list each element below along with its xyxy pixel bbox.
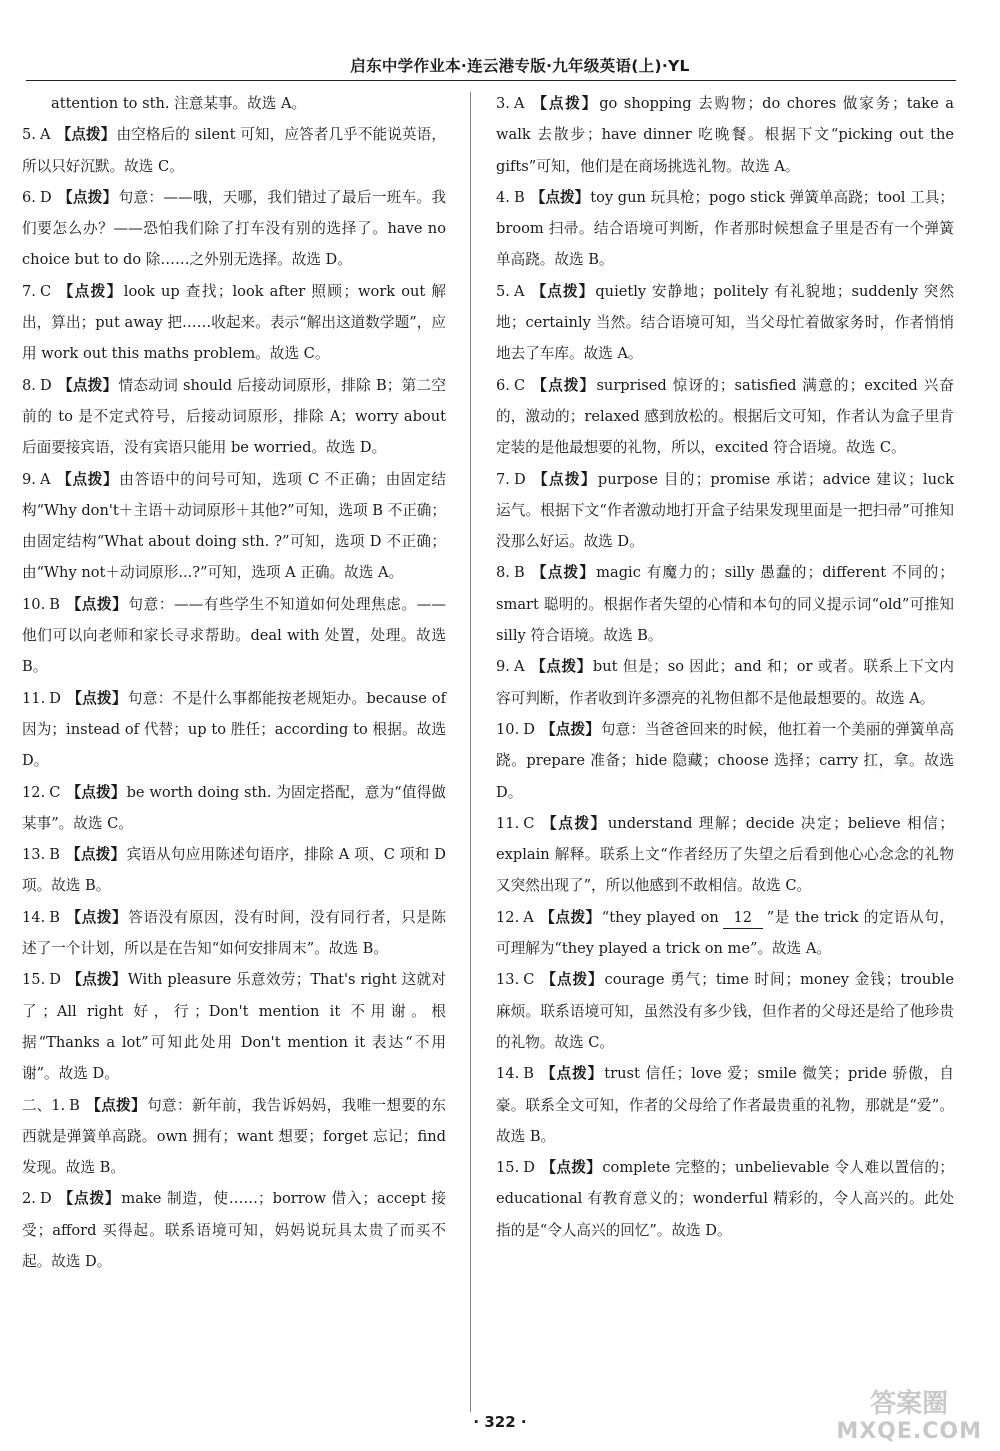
item-number: 6. <box>496 376 510 394</box>
item-text: 句意：——有些学生不知道如何处理焦虑。——他们可以向老师和家长寻求帮助。deal with 处置，处理。故选 B。 <box>22 595 446 676</box>
hint-tag: 【点拨】 <box>66 971 127 989</box>
item-answer: C <box>523 814 535 832</box>
hint-tag: 【点拨】 <box>530 95 599 112</box>
item-number: 10. <box>496 720 520 738</box>
item-text: be worth doing sth. 为固定搭配，意为“值得做某事”。故选 C。 <box>22 783 446 832</box>
answer-item <box>496 964 954 1058</box>
hint-tag: 【点拨】 <box>539 908 601 926</box>
answer-item <box>496 557 954 651</box>
hint-tag: 【点拨】 <box>57 376 118 394</box>
item-answer: D <box>39 1190 52 1208</box>
item-text: 由答语中的问号可知，选项 C 不正确；由固定结构“Why don't＋主语＋动词原形＋其他?”可知，选项 B 不正确；由固定结构“What about doing sth. ?”可知，选项 D 不正确；由“Why not＋动词原形...?”可知，选项 A 正确。故选 A。 <box>22 470 446 582</box>
answer-item <box>22 276 446 370</box>
watermark-url: MXQE.COM <box>836 1419 982 1444</box>
answer-item <box>22 839 446 902</box>
hint-tag: 【点拨】 <box>56 470 119 488</box>
item-text: 句意：新年前，我告诉妈妈，我唯一想要的东西就是弹簧单高跷。own 拥有；want 想要；forget 忘记；find 发现。故选 B。 <box>22 1096 446 1177</box>
hint-tag: 【点拨】 <box>57 1190 121 1208</box>
item-number: 6. <box>22 188 36 206</box>
item-text: trust 信任；love 爱；smile 微笑；pride 骄傲，自豪。联系全文可知，作者的父母给了作者最贵重的礼物，那就是“爱”。故选 B。 <box>496 1065 954 1145</box>
item-answer: C <box>49 783 61 801</box>
answer-item <box>22 1090 446 1184</box>
item-number: 4. <box>496 188 510 206</box>
item-number: 14. <box>496 1065 520 1083</box>
item-text: 句意：——哦，天哪，我们错过了最后一班车。我们要怎么办？——恐怕我们除了打车没有别的选择了。have no choice but to do 除……之外别无选择。故选 D。 <box>22 188 446 269</box>
item-text-before: “they played on <box>601 908 719 926</box>
item-answer: A <box>513 282 525 300</box>
page-header: 启东中学作业本·连云港专版·九年级英语(上)·YL <box>350 57 690 75</box>
answer-item <box>22 902 446 965</box>
item-number: 8. <box>22 376 36 394</box>
item-number: 9. <box>22 470 36 488</box>
item-number: 5. <box>496 282 510 300</box>
item-answer: B <box>523 1065 534 1083</box>
item-text: 答语没有原因，没有时间，没有同行者，只是陈述了一个计划，所以是在告知“如何安排周末”。故选 B。 <box>22 908 446 958</box>
answer-item <box>496 1058 954 1152</box>
hint-tag: 【点拨】 <box>65 595 128 613</box>
item-text: go shopping 去购物；do chores 做家务；take a walk 去散步；have dinner 吃晚餐。根据下文“picking out the gifts”可知，他们是在商场挑选礼物。故选 A。 <box>496 95 954 175</box>
item-text: complete 完整的；unbelievable 令人难以置信的；educational 有教育意义的；wonderful 精彩的，令人高兴的。此处指的是“令人高兴的回忆”。故选 D。 <box>496 1159 954 1239</box>
item-answer: B <box>69 1096 80 1114</box>
hint-tag: 【点拨】 <box>530 188 590 206</box>
answer-item <box>496 370 954 464</box>
item-number: 11. <box>22 689 46 707</box>
item-text: but 但是；so 因此；and 和；or 或者。联系上下文内容可判断，作者收到许多漂亮的礼物但都不是他最想要的。故选 A。 <box>496 658 954 707</box>
hint-tag: 【点拨】 <box>531 376 596 394</box>
hint-tag: 【点拨】 <box>539 1065 604 1083</box>
item-answer: D <box>523 1159 535 1177</box>
item-answer: B <box>49 595 60 613</box>
answer-item <box>22 464 446 589</box>
continued-answer: attention to sth. 注意某事。故选 A。 <box>51 95 307 112</box>
item-number: 7. <box>22 282 36 300</box>
item-text: 宾语从句应用陈述句语序，排除 A 项、C 项和 D 项。故选 B。 <box>22 846 446 895</box>
hint-tag: 【点拨】 <box>65 908 128 926</box>
item-answer: D <box>49 971 61 989</box>
item-number: 15. <box>22 971 46 989</box>
item-answer: D <box>39 188 52 206</box>
hint-tag: 【点拨】 <box>540 1159 602 1177</box>
blank-number: 12 <box>723 908 763 929</box>
page-number: · 322 · <box>473 1413 527 1431</box>
item-answer: C <box>523 971 535 989</box>
hint-tag: 【点拨】 <box>66 783 126 801</box>
item-text: 句意：当爸爸回来的时候，他扛着一个美丽的弹簧单高跷。prepare 准备；hide 隐藏；choose 选择；carry 扛，拿。故选 D。 <box>496 720 954 801</box>
answer-item <box>496 714 954 808</box>
item-answer: D <box>513 470 526 488</box>
answer-item <box>22 683 446 777</box>
item-answer: A <box>513 658 525 676</box>
answer-item <box>496 276 954 370</box>
item-number: 11. <box>496 814 520 832</box>
item-answer: B <box>513 188 525 206</box>
item-answer: A <box>523 908 534 926</box>
item-text: 情态动词 should 后接动词原形，排除 B；第二空前的 to 是不定式符号，后接动词原形，排除 A；worry about 后面要接宾语，没有宾语只能用 be worried。故选 D。 <box>22 376 446 457</box>
item-text: surprised 惊讶的；satisfied 满意的；excited 兴奋的，激动的；relaxed 感到放松的。根据后文可知，作者认为盒子里肯定装的是他最想要的礼物，所以，excited 符合语境。故选 C。 <box>496 376 954 457</box>
item-answer: A <box>39 126 51 144</box>
item-answer: C <box>39 282 52 300</box>
item-text: look up 查找；look after 照顾；work out 解出，算出；put away 把……收起来。表示“解出这道数学题”，应用 work out this maths problem。故选 C。 <box>22 282 446 363</box>
answer-item <box>496 902 954 965</box>
answer-item <box>496 464 954 558</box>
right-column <box>496 88 954 1246</box>
answer-item <box>22 1183 446 1277</box>
item-number: 12. <box>22 783 46 801</box>
item-number: 3. <box>496 95 510 112</box>
item-number: 13. <box>22 846 46 864</box>
answer-item <box>22 182 446 276</box>
item-number: 13. <box>496 971 520 989</box>
item-text: quietly 安静地；politely 有礼貌地；suddenly 突然地；certainly 当然。结合语境可知，当父母忙着做家务时，作者悄悄地去了车库。故选 A。 <box>496 282 954 363</box>
item-answer: B <box>49 908 60 926</box>
answer-item <box>496 808 954 902</box>
hint-tag: 【点拨】 <box>540 971 604 989</box>
hint-tag: 【点拨】 <box>540 814 607 832</box>
hint-tag: 【点拨】 <box>530 564 596 582</box>
item-number: 14. <box>22 908 46 926</box>
column-divider <box>470 92 471 1412</box>
item-text: purpose 目的；promise 承诺；advice 建议；luck 运气。根据下文“作者激动地打开盒子结果发现里面是一把扫帚”可推知没那么好运。故选 D。 <box>496 470 954 551</box>
answer-item <box>496 1152 954 1246</box>
hint-tag: 【点拨】 <box>85 1096 147 1114</box>
item-text: magic 有魔力的；silly 愚蠢的；different 不同的；smart 聪明的。根据作者失望的心情和本句的同义提示词“old”可推知 silly 符合语境。故选 B。 <box>496 564 954 645</box>
item-answer: B <box>513 564 525 582</box>
hint-tag: 【点拨】 <box>531 470 597 488</box>
answer-item <box>22 777 446 840</box>
item-text-after: ”是 the trick 的定语从句，可理解为“they played a trick on me”。故选 A。 <box>496 908 954 958</box>
item-text: make 制造，使……；borrow 借入；accept 接受；afford 买得起。联系语境可知，妈妈说玩具太贵了而买不起。故选 D。 <box>22 1190 446 1270</box>
item-text: 由空格后的 silent 可知，应答者几乎不能说英语，所以只好沉默。故选 C。 <box>22 126 446 175</box>
answer-item <box>496 651 954 714</box>
answer-item <box>496 182 954 276</box>
answer-item <box>22 964 446 1089</box>
item-answer: D <box>49 689 61 707</box>
hint-tag: 【点拨】 <box>66 689 127 707</box>
item-answer: A <box>513 95 525 112</box>
answer-item <box>22 119 446 182</box>
item-text: toy gun 玩具枪；pogo stick 弹簧单高跷；tool 工具；broom 扫帚。结合语境可判断，作者那时候想盒子里是否有一个弹簧单高跷。故选 B。 <box>496 188 954 269</box>
item-answer: D <box>523 720 535 738</box>
item-number: 12. <box>496 908 520 926</box>
item-answer: C <box>513 376 526 394</box>
item-text: understand 理解；decide 决定；believe 相信；explain 解释。联系上文“作者经历了失望之后看到他心心念念的礼物又突然出现了”，所以他感到不敢相信。故选 C。 <box>496 814 954 895</box>
item-number: 8. <box>496 564 510 582</box>
hint-tag: 【点拨】 <box>57 188 118 206</box>
item-number: 5. <box>22 126 36 144</box>
item-number: 2. <box>22 1190 36 1208</box>
header-rule <box>26 80 956 81</box>
item-number: 10. <box>22 595 46 613</box>
item-text: courage 勇气；time 时间；money 金钱；trouble 麻烦。联系语境可知，虽然没有多少钱，但作者的父母还是给了他珍贵的礼物。故选 C。 <box>496 971 954 1051</box>
item-answer: D <box>39 376 52 394</box>
item-number: 15. <box>496 1159 520 1177</box>
hint-tag: 【点拨】 <box>530 658 592 676</box>
answer-item <box>22 589 446 683</box>
item-number: 9. <box>496 658 510 676</box>
watermark-logo: 答案圈 <box>870 1389 949 1419</box>
hint-tag: 【点拨】 <box>57 282 123 300</box>
hint-tag: 【点拨】 <box>56 126 116 144</box>
item-answer: B <box>49 846 60 864</box>
item-text: 句意：不是什么事都能按老规矩办。because of 因为；instead of 代替；up to 胜任；according to 根据。故选 D。 <box>22 689 446 770</box>
hint-tag: 【点拨】 <box>65 846 126 864</box>
answer-item <box>496 88 954 182</box>
hint-tag: 【点拨】 <box>540 720 600 738</box>
item-answer: A <box>39 470 51 488</box>
left-column <box>22 88 446 1277</box>
hint-tag: 【点拨】 <box>530 282 595 300</box>
item-number: 7. <box>496 470 510 488</box>
item-text: With pleasure 乐意效劳；That's right 这就对了；All right 好，行；Don't mention it 不用谢。根据“Thanks a lot”可知此处用 Don't mention it 表达“不用谢”。故选 D。 <box>22 971 446 1083</box>
answer-item <box>22 370 446 464</box>
item-number: 二、1. <box>22 1096 66 1114</box>
watermark <box>836 1390 982 1446</box>
